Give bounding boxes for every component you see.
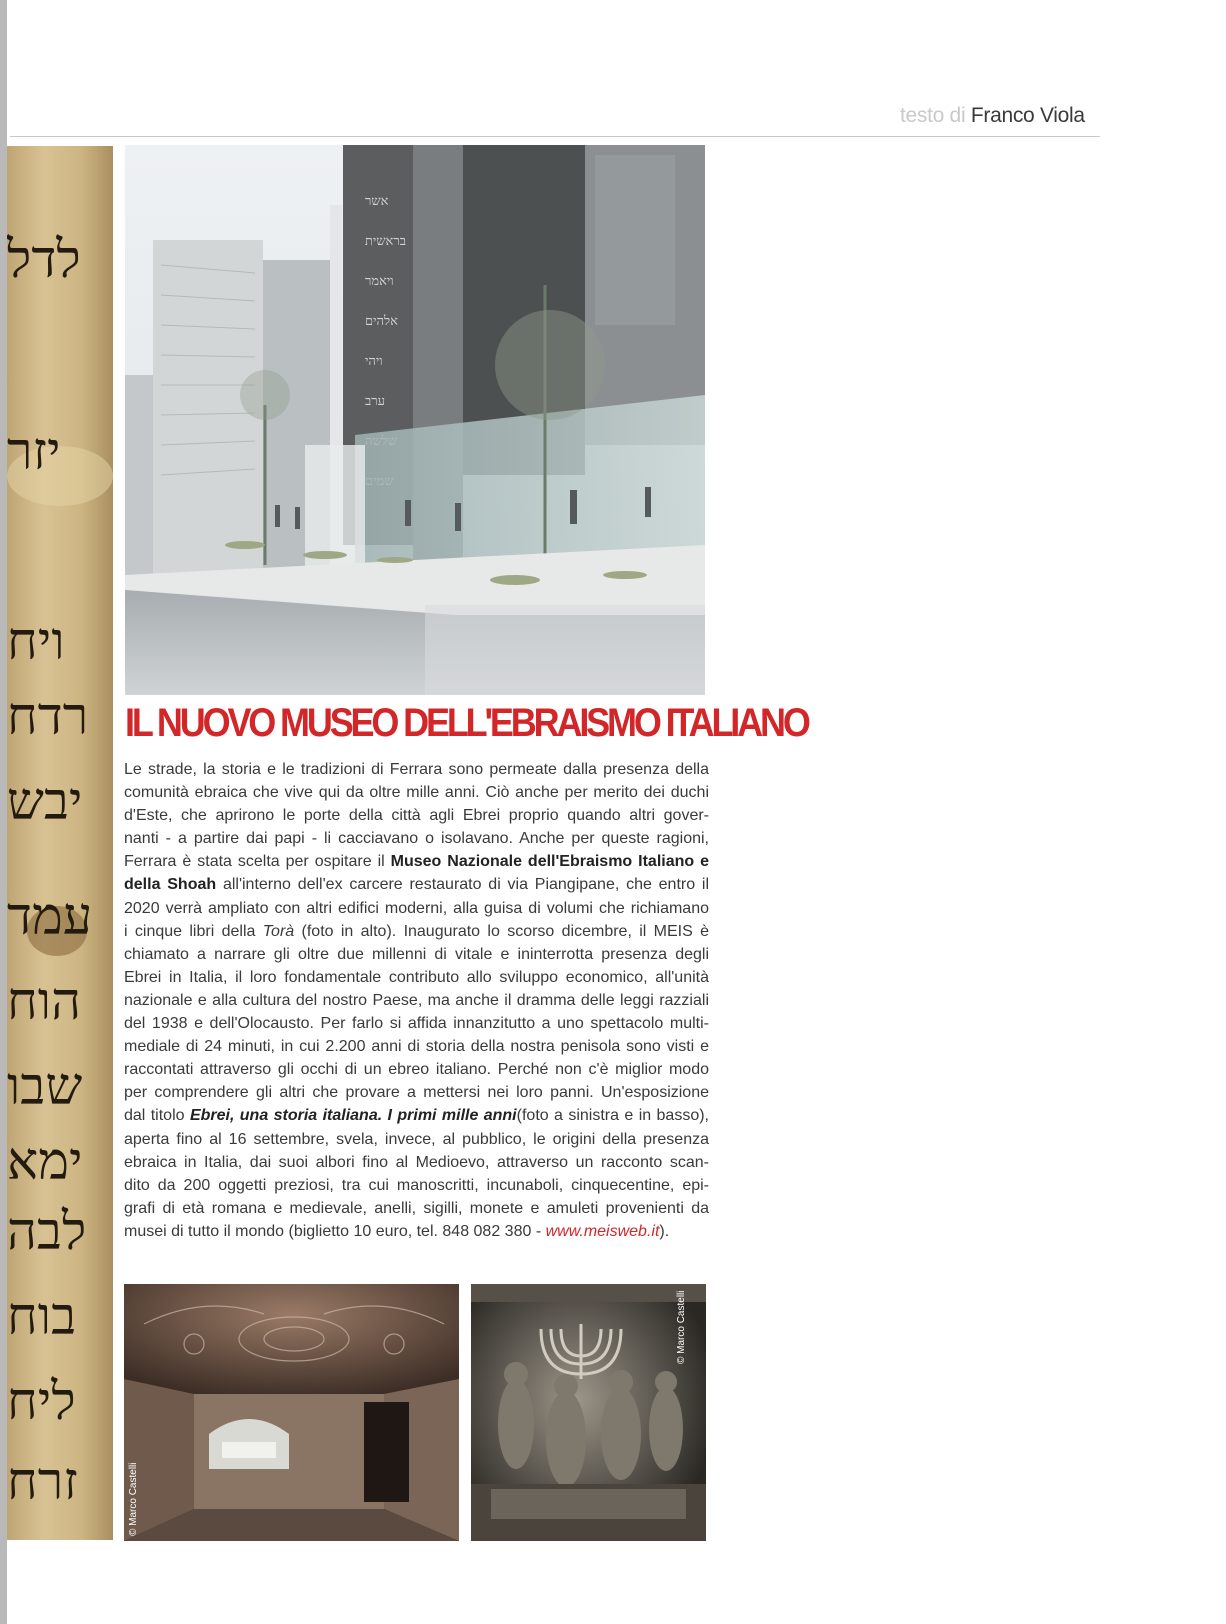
svg-text:אשר: אשר: [365, 194, 389, 209]
body-line: [124, 1104, 709, 1127]
shoah-bold: della Shoah: [124, 876, 217, 894]
catacomb-photo: [124, 1284, 459, 1541]
body-line: [124, 920, 709, 943]
body-segment: all'interno dell'ex carcere restaurato di via Piangipane, che entro il: [222, 876, 710, 894]
museum-name-bold: Museo Nazionale dell'Ebraismo Italiano e: [390, 853, 710, 871]
body-segment: dal titolo: [124, 1107, 185, 1125]
exhibition-title: Ebrei, una storia italiana. I primi mille anni: [189, 1107, 517, 1125]
byline: [900, 104, 1085, 128]
museum-rendering-image: [125, 145, 705, 695]
byline-label: testo di: [900, 104, 966, 127]
body-line: mediale di 24 minuti, in cui 2.200 anni di storia della nostra penisola sono visti e: [124, 1038, 709, 1056]
body-line: [124, 1220, 709, 1243]
body-line: 2020 verrà ampliato con altri edifici moderni, alla guisa di volumi che richiamano: [124, 899, 709, 917]
svg-text:ערב: ערב: [365, 394, 386, 409]
svg-text:בראשית: בראשית: [365, 234, 406, 249]
body-segment: i cinque libri della: [124, 922, 256, 940]
svg-text:אלהים: אלהים: [365, 314, 398, 329]
body-line: raccontati attraverso gli occhi di un ebreo italiano. Perché non c'è miglior modo: [124, 1061, 709, 1079]
manuscript-strip-image: לדל יזר ויח רדח יבש עמד הוח שבו ימא לבה בוח ליח זרח: [7, 146, 113, 1540]
svg-text:ויהי: ויהי: [365, 354, 383, 369]
body-segment: musei di tutto il mondo (biglietto 10 euro, tel. 848 082 380 -: [124, 1222, 542, 1240]
body-line: grafi di età romana e medievale, anelli, sigilli, monete e amuleti provenienti da: [124, 1199, 709, 1217]
body-line: [124, 850, 709, 873]
body-segment: Ferrara è stata scelta per ospitare il: [124, 853, 385, 871]
photo-credit: © Marco Castelli: [128, 1462, 139, 1536]
body-segment: (foto a sinistra e in basso),: [516, 1107, 710, 1125]
body-line: aperta fino al 16 settembre, svela, invece, al pubblico, le origini della presenza: [124, 1130, 709, 1148]
body-segment: ).: [659, 1222, 670, 1240]
body-line: [124, 873, 709, 896]
body-line: ebraica in Italia, dai suoi albori fino al Medioevo, attraverso un racconto scan-: [124, 1153, 709, 1171]
body-line: chiamato a narrare gli oltre due millenni di vitale e ininterrotta presenza degli: [124, 945, 709, 963]
website-link[interactable]: www.meisweb.it: [545, 1222, 660, 1240]
body-line: nazionale e alla cultura del nostro Paese, ma anche il dramma delle leggi razziali: [124, 991, 709, 1009]
body-line: comunità ebraica che vive qui da oltre mille anni. Ciò anche per merito dei duchi: [124, 784, 709, 802]
body-line: del 1938 e dell'Olocausto. Per farlo si affida innanzitutto a uno spettacolo multi-: [124, 1015, 709, 1033]
body-line: dito da 200 oggetti preziosi, tra cui manoscritti, incunaboli, cinquecentine, epi-: [124, 1176, 709, 1194]
photo-credit: © Marco Castelli: [676, 1290, 687, 1364]
tora-italic: Torà: [262, 922, 295, 940]
header-rule: [10, 136, 1100, 137]
byline-author: Franco Viola: [970, 104, 1085, 127]
body-line: Ebrei in Italia, il loro fondamentale contributo allo sviluppo economico, all'unità: [124, 968, 709, 986]
svg-text:ויאמר: ויאמר: [365, 274, 394, 289]
body-line: Le strade, la storia e le tradizioni di Ferrara sono permeate dalla presenza della: [124, 761, 709, 778]
article-title: IL NUOVO MUSEO DELL'EBRAISMO ITALIANO: [125, 701, 808, 745]
article-body: [124, 758, 709, 1243]
body-segment: (foto in alto). Inaugurato lo scorso dicembre, il MEIS è: [301, 922, 710, 940]
body-line: nanti - a partire dai papi - li cacciavano o isolavano. Anche per queste ragioni,: [124, 830, 709, 848]
menorah-relief-photo: [471, 1284, 706, 1541]
scan-edge: [0, 0, 7, 1624]
body-line: d'Este, che aprirono le porte della città agli Ebrei proprio quando altri gover-: [124, 807, 709, 825]
body-line: per comprendere gli altri che provare a mettersi nei loro panni. Un'esposizione: [124, 1084, 709, 1102]
